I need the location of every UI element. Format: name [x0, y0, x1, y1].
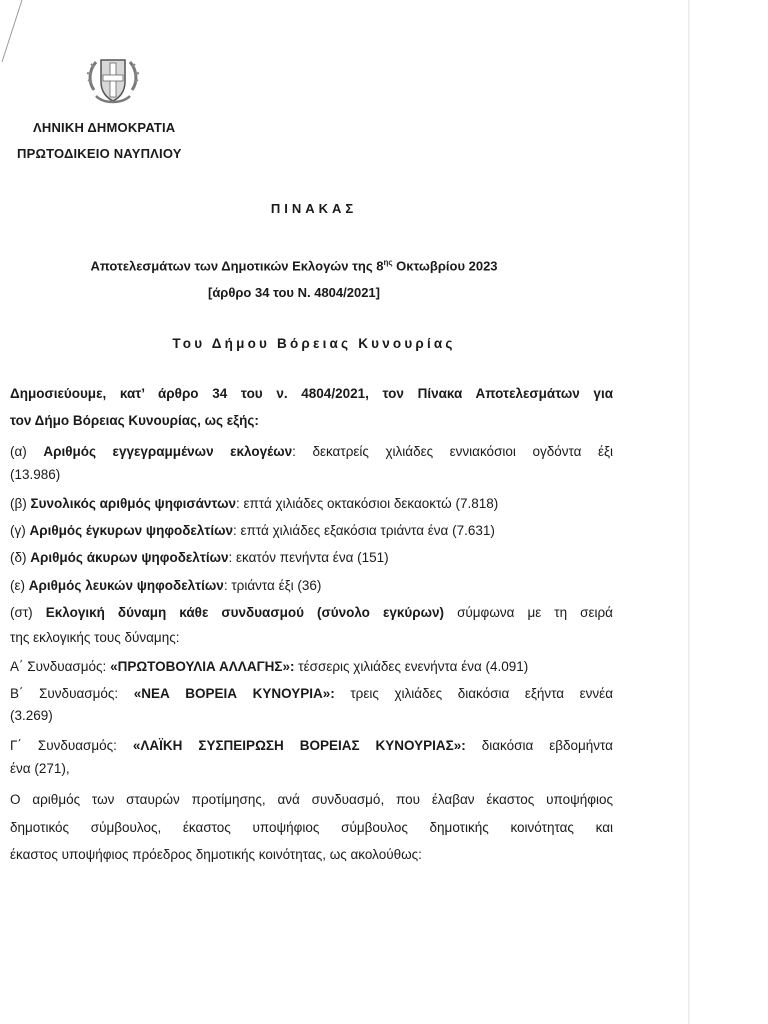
greek-coat-of-arms-icon [84, 52, 142, 110]
subtitle-line2: [άρθρο 34 του Ν. 4804/2021] [207, 285, 380, 300]
item-blank-ballots: (ε) Αριθμός λευκών ψηφοδελτίων: τριάντα έξι (36) [10, 578, 322, 593]
intro-line2: τον Δήμο Βόρειας Κυνουρίας, ως εξής: [10, 413, 259, 428]
item-registered-voters-cont: (13.986) [10, 467, 61, 482]
preference-line1: Ο αριθμός των σταυρών προτίμησης, ανά συνδυασμό, που έλαβαν έκαστος υποψήφιος [10, 792, 613, 807]
preference-line3: έκαστος υποψήφιος πρόεδρος δημοτικής κοινότητας, ως ακολούθως: [10, 847, 422, 862]
subtitle-line1: Αποτελεσμάτων των Δημοτικών Εκλογών της $8^{\eta\varsigma}$ Οκτωβρίου 2023 [90, 258, 498, 274]
scan-right-edge [688, 0, 690, 1024]
intro-line1: Δημοσιεύουμε, κατ’ άρθρο 34 του ν. 4804/2021, τον Πίνακα Αποτελεσμάτων για [10, 386, 613, 401]
item-registered-voters: (α) Αριθμός εγγεγραμμένων εκλογέων: δεκατρείς χιλιάδες εννιακόσιοι ογδόντα έξι [10, 444, 614, 459]
ordinal-suffix: ης [383, 258, 393, 267]
item-electoral-strength-cont: της εκλογικής τους δύναμης: [10, 630, 180, 645]
item-electoral-strength: (στ) Εκλογική δύναμη κάθε συνδυασμού (σύνολο εγκύρων) σύμφωνα με τη σειρά [10, 605, 613, 620]
item-total-voted: (β) Συνολικός αριθμός ψηφισάντων: επτά χιλιάδες οκτακόσιοι δεκαοκτώ (7.818) [10, 496, 499, 511]
combination-c-cont: ένα (271), [10, 761, 70, 776]
combination-c: Γ΄ Συνδυασμός: «ΛΑΪΚΗ ΣΥΣΠΕΙΡΩΣΗ ΒΟΡΕΙΑΣ ΚΥΝΟΥΡΙΑΣ»: διακόσια εβδομήντα [10, 738, 613, 753]
combination-b-cont: (3.269) [10, 708, 53, 723]
item-invalid-ballots: (δ) Αριθμός άκυρων ψηφοδελτίων: εκατόν πενήντα ένα (151) [10, 550, 389, 565]
scan-corner-line [0, 0, 40, 70]
header-republic: ΛΗΝΙΚΗ ΔΗΜΟΚΡΑΤΙΑ [33, 120, 176, 135]
combination-b: Β΄ Συνδυασμός: «ΝΕΑ ΒΟΡΕΙΑ ΚΥΝΟΥΡΙΑ»: τρεις χιλιάδες διακόσια εξήντα εννέα [10, 686, 613, 701]
document-title: ΠΙΝΑΚΑΣ [270, 201, 358, 216]
item-valid-ballots: (γ) Αριθμός έγκυρων ψηφοδελτίων: επτά χιλιάδες εξακόσια τριάντα ένα (7.631) [10, 523, 495, 538]
header-court: ΠΡΩΤΟΔΙΚΕΙΟ ΝΑΥΠΛΙΟΥ [17, 146, 182, 161]
combination-a: Α΄ Συνδυασμός: «ΠΡΩΤΟΒΟΥΛΙΑ ΑΛΛΑΓΗΣ»: τέσσερις χιλιάδες ενενήντα ένα (4.091) [10, 659, 529, 674]
municipality-heading: Του Δήμου Βόρειας Κυνουρίας [172, 336, 456, 351]
preference-line2: δημοτικός σύμβουλος, έκαστος υποψήφιος σύμβουλος δημοτικής κοινότητας και [10, 820, 613, 835]
